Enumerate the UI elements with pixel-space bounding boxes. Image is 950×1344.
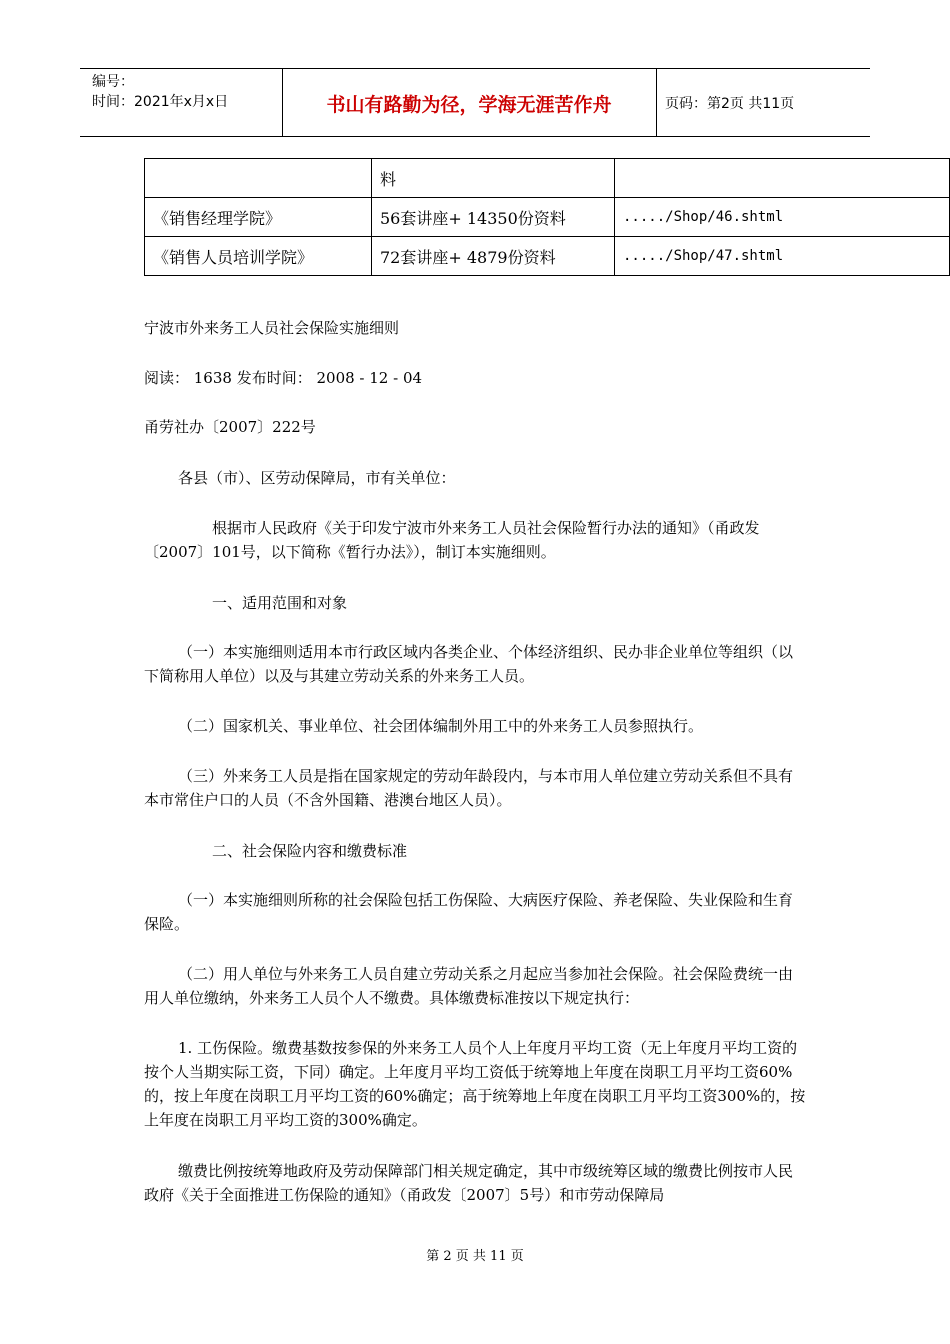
number-label: 编号： xyxy=(92,74,134,90)
table-cell-desc: 72套讲座+ 4879份资料 xyxy=(372,237,615,276)
article-meta: 阅读： 1638 发布时间： 2008 - 12 - 04 xyxy=(144,369,423,387)
time-label: 时间：2021年x月x日 xyxy=(92,94,229,110)
paragraph-2-2: （二）用人单位与外来务工人员自建立劳动关系之月起应当参加社会保险。社会保险费统一由用人单位缴纳，外来务工人员个人不缴费。具体缴费标准按以下规定执行： xyxy=(144,965,794,1007)
table-cell-desc: 料 xyxy=(372,159,615,198)
table-row xyxy=(145,237,950,276)
section-heading-2: 二、社会保险内容和缴费标准 xyxy=(212,842,408,860)
table-cell-url xyxy=(615,159,950,198)
header-bottom-rule xyxy=(80,136,870,137)
document-number: 甬劳社办〔2007〕222号 xyxy=(144,418,316,436)
table-cell-name xyxy=(145,159,372,198)
header-left-block xyxy=(92,72,228,112)
intro-paragraph: 根据市人民政府《关于印发宁波市外来务工人员社会保险暂行办法的通知》（甬政发〔2007〕101号，以下简称《暂行办法》），制订本实施细则。 xyxy=(144,519,760,561)
salutation: 各县（市）、区劳动保障局，市有关单位： xyxy=(178,469,456,487)
paragraph-2-4: 缴费比例按统筹地政府及劳动保障部门相关规定确定，其中市级统筹区域的缴费比例按市人民政府《关于全面推进工伤保险的通知》（甬政发〔2007〕5号）和市劳动保障局 xyxy=(144,1162,794,1204)
table-row xyxy=(145,159,950,198)
header-page-info: 页码：第2页 共11页 xyxy=(665,96,795,112)
article-title: 宁波市外来务工人员社会保险实施细则 xyxy=(144,319,400,337)
table-cell-name: 《销售经理学院》 xyxy=(145,198,372,237)
resource-table xyxy=(144,158,950,276)
header-top-rule xyxy=(80,68,870,69)
paragraph-2-3: 1. 工伤保险。缴费基数按参保的外来务工人员个人上年度月平均工资（无上年度月平均工资的按个人当期实际工资，下同）确定。上年度月平均工资低于统筹地上年度在岗职工月平均工资60%的，按上年度在岗职工月平均工资的60%确定；高于统筹地上年度在岗职工月平均工资300%的，按上年度在岗职工月平均工资的300%确定。 xyxy=(144,1039,806,1129)
table-cell-desc: 56套讲座+ 14350份资料 xyxy=(372,198,615,237)
paragraph-1-1: （一）本实施细则适用本市行政区域内各类企业、个体经济组织、民办非企业单位等组织（以下简称用人单位）以及与其建立劳动关系的外来务工人员。 xyxy=(144,643,794,685)
header-divider-left xyxy=(282,68,283,136)
section-heading-1: 一、适用范围和对象 xyxy=(212,594,348,612)
table-row xyxy=(145,198,950,237)
table-cell-name: 《销售人员培训学院》 xyxy=(145,237,372,276)
header-motto: 书山有路勤为径，学海无涯苦作舟 xyxy=(326,94,612,116)
table-cell-url[interactable]: ...../Shop/47.shtml xyxy=(615,237,950,276)
paragraph-2-1: （一）本实施细则所称的社会保险包括工伤保险、大病医疗保险、养老保险、失业保险和生育保险。 xyxy=(144,891,794,933)
table-cell-url[interactable]: ...../Shop/46.shtml xyxy=(615,198,950,237)
page-footer: 第 2 页 共 11 页 xyxy=(426,1249,524,1264)
paragraph-1-3: （三）外来务工人员是指在国家规定的劳动年龄段内，与本市用人单位建立劳动关系但不具有本市常住户口的人员（不含外国籍、港澳台地区人员）。 xyxy=(144,767,794,809)
header-divider-right xyxy=(656,68,657,136)
paragraph-1-2: （二）国家机关、事业单位、社会团体编制外用工中的外来务工人员参照执行。 xyxy=(178,717,704,735)
